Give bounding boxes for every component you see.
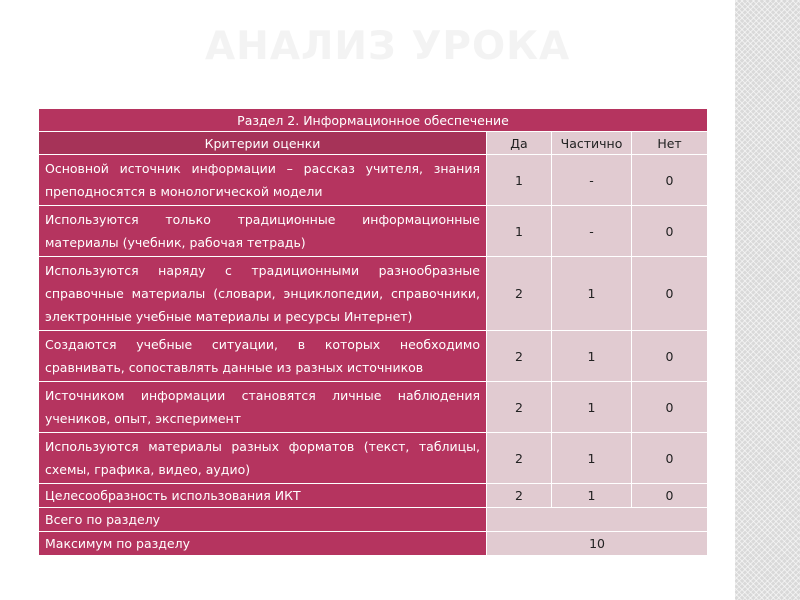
no-cell: 0 — [632, 206, 708, 257]
yes-cell: 1 — [487, 155, 552, 206]
yes-cell: 1 — [487, 206, 552, 257]
table-row — [39, 382, 708, 433]
assessment-table — [38, 108, 708, 556]
table-row — [39, 484, 708, 508]
yes-cell: 2 — [487, 382, 552, 433]
section-header: Раздел 2. Информационное обеспечение — [39, 109, 708, 132]
no-cell: 0 — [632, 382, 708, 433]
partial-cell: - — [552, 155, 632, 206]
no-cell: 0 — [632, 257, 708, 331]
no-cell: 0 — [632, 331, 708, 382]
criterion-cell: Используются только традиционные информационные материалы (учебник, рабочая тетрадь) — [39, 206, 487, 257]
slide-title: АНАЛИЗ УРОКА — [205, 24, 571, 69]
column-header-yes: Да — [487, 132, 552, 155]
max-value: 10 — [487, 532, 708, 556]
column-header-no: Нет — [632, 132, 708, 155]
criterion-cell: Источником информации становятся личные наблюдения учеников, опыт, эксперимент — [39, 382, 487, 433]
max-label: Максимум по разделу — [39, 532, 487, 556]
partial-cell: 1 — [552, 433, 632, 484]
column-header-criteria: Критерии оценки — [39, 132, 487, 155]
total-label: Всего по разделу — [39, 508, 487, 532]
criterion-cell: Используются наряду с традиционными разнообразные справочные материалы (словари, энциклопедии, справочники, электронные учебные материалы и ресурсы Интернет) — [39, 257, 487, 331]
yes-cell: 2 — [487, 257, 552, 331]
criterion-cell: Используются материалы разных форматов (текст, таблицы, схемы, графика, видео, аудио) — [39, 433, 487, 484]
no-cell: 0 — [632, 155, 708, 206]
criterion-cell: Создаются учебные ситуации, в которых необходимо сравнивать, сопоставлять данные из разных источников — [39, 331, 487, 382]
table-row — [39, 257, 708, 331]
table-row — [39, 331, 708, 382]
table-row — [39, 206, 708, 257]
total-value-cell — [487, 508, 708, 532]
table-row — [39, 433, 708, 484]
partial-cell: 1 — [552, 484, 632, 508]
partial-cell: 1 — [552, 331, 632, 382]
column-header-partial: Частично — [552, 132, 632, 155]
decorative-side-stripe — [735, 0, 800, 600]
criterion-cell: Целесообразность использования ИКТ — [39, 484, 487, 508]
no-cell: 0 — [632, 433, 708, 484]
yes-cell: 2 — [487, 484, 552, 508]
partial-cell: - — [552, 206, 632, 257]
section-header-row — [39, 109, 708, 132]
max-row — [39, 532, 708, 556]
yes-cell: 2 — [487, 433, 552, 484]
partial-cell: 1 — [552, 257, 632, 331]
table-row — [39, 155, 708, 206]
column-header-row — [39, 132, 708, 155]
no-cell: 0 — [632, 484, 708, 508]
partial-cell: 1 — [552, 382, 632, 433]
total-row — [39, 508, 708, 532]
criterion-cell: Основной источник информации – рассказ учителя, знания преподносятся в монологической модели — [39, 155, 487, 206]
yes-cell: 2 — [487, 331, 552, 382]
